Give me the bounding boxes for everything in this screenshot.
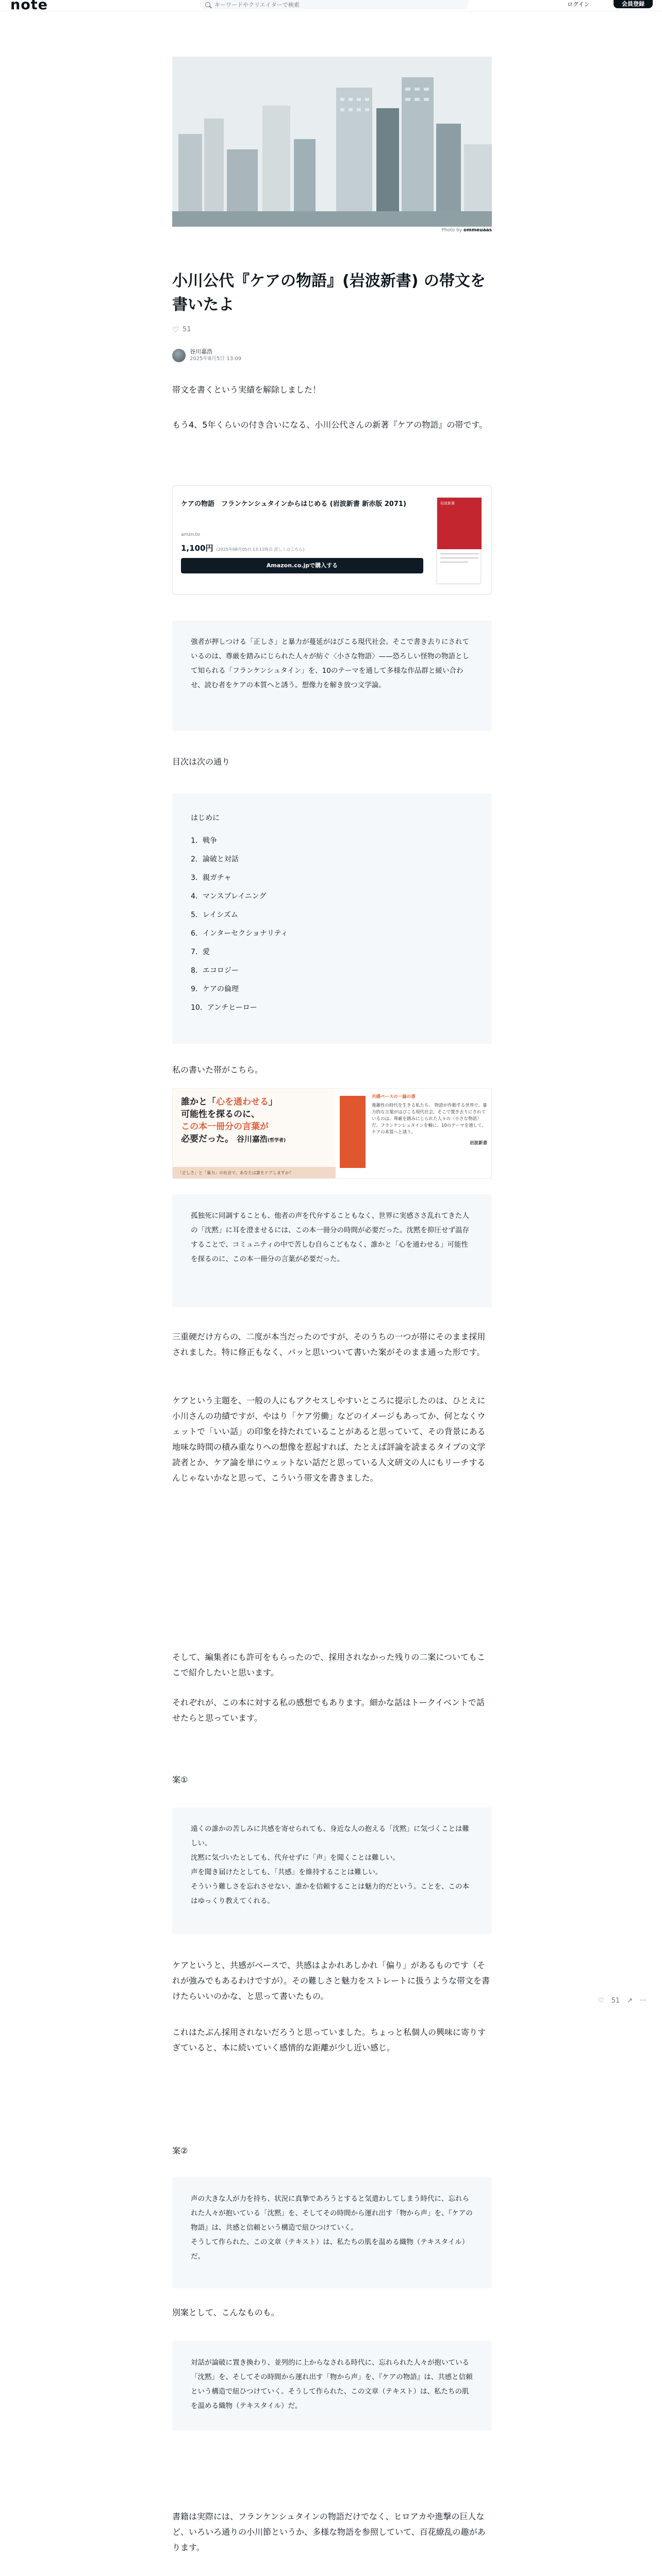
draft2-quote [172, 2177, 492, 2289]
author-avatar[interactable] [172, 349, 186, 362]
paragraph: 書籍は実際には、フランケンシュタインの物語だけでなく、ヒロアカや進撃の巨人など、いろいろ通りの小川節というか、多様な物語を参照していて、百花繚乱の趣があります。 [172, 2512, 486, 2552]
credit-prefix: Photo by [441, 228, 462, 233]
signup-button[interactable]: 会員登録 [614, 0, 653, 8]
embed-price: 1,100円 [181, 544, 213, 553]
obi-line: 」 [269, 1097, 277, 1107]
author-name[interactable]: 谷川嘉浩 [190, 348, 212, 355]
quote-line: 沈黙に気づいたとしても、代弁せずに「声」を聞くことは難しい。 [191, 1854, 400, 1862]
paragraph: そして、編集者にも許可をもらったので、採用されなかった残りの二案についてもここで紹介したいと思います。 [172, 1652, 486, 1677]
toc-item: 10．アンチヒーロー [191, 1004, 257, 1012]
quote-line: 声を聞き届けたとしても、「共感」を維持することは難しい。 [191, 1868, 383, 1876]
toc-item: 9．ケアの倫理 [191, 985, 239, 993]
embed-seller: amzn.to [181, 532, 200, 537]
quote-text: 孤独死に同調することも、他者の声を代弁することもなく、世界に実感ささ乱れてきた人の「沈黙」に耳を澄ませるには、この本一冊分の時間が必要だった。沈黙を抑圧せず温存することで、コミュニティの中で苦しむ自らこどもなく、誰かと「心を通わせる」可能性を探るのに、この本一冊分の言葉が必要だった。 [191, 1212, 469, 1263]
quote-line: そういう難しさを忘れさせない、誰かを信頼することは魅力的だという。ことを、この本はゆっくり教えてくれる。 [191, 1883, 469, 1905]
toc-item: 7．愛 [191, 948, 210, 956]
embed-title[interactable]: ケアの物語 フランケンシュタインからはじめる (岩波新書 新赤版 2071) [181, 500, 406, 508]
obi-right-text: 複雑性の時代を生きる私たち。 物語が作動する世界で、暴力的な言葉がはびこる現代社会。そこで置き去りにされているのは、尊厳を踏みにじられた人々の〈小さな物語〉だ。フランケンシュタインを軸に、10のテーマを通して、ケアの本質へと誘う。 [372, 1103, 487, 1135]
paragraph: ケアというと、共感がベースで、共感はよかれあしかれ「偏り」があるものです（それが強みでもあるわけですが）。その難しさと魅力をストレートに扱うような帯文を書けたらいいのかな、と思って書いたもの。 [172, 1960, 490, 2001]
obi-right [372, 1094, 487, 1147]
like-count-top[interactable] [172, 326, 191, 333]
obi-sign-note: (哲学者) [267, 1138, 286, 1143]
quote-text: 対話が論破に置き換わり、並列的に上からなされる時代に、忘れられた人々が抱いている「沈黙」を、そしてその時間から運れ出す「物から声」を、『ケアの物語』は、共感と信頼という構造で紐ひつけていく。そうして作られた、この文章（テキスト）は、私たちの肌を温める織物（テキスタイル）だ。 [191, 2359, 473, 2410]
cover-line [440, 562, 468, 563]
obi-copy [181, 1096, 286, 1147]
toc-item: 5．レイシズム [191, 911, 238, 919]
book-description-quote [172, 620, 492, 731]
quote-line: 声の大きな人が力を持ち、状況に真摯であろうとすると気遣わしてしまう時代に、忘れられた人々が抱いている「沈黙」を、そしてその時間から運れ出す「物から声」を、『ケアの物語』は、共感と信頼という構造で紐ひつけていく。 [191, 2195, 473, 2232]
like-count: 51 [183, 326, 191, 333]
author-byline[interactable] [172, 348, 241, 362]
obi-foot: 「正しさ」と「暴力」の社会で、あなたは誰をケアしますか？ [173, 1167, 336, 1179]
draft3-quote [172, 2341, 492, 2431]
obi-brand: 岩波新書 [469, 1141, 487, 1146]
floating-like-count: 51 [611, 1997, 620, 2005]
table-of-contents [172, 793, 492, 1044]
search-icon [205, 2, 210, 7]
paragraph: これはたぶん採用されないだろうと思っていました。ちょっと私個人の興味に寄りすぎていると、本に続いていく感情的な距離が少し近い感じ。 [172, 2027, 486, 2053]
cover-badge: 岩波新書 [440, 501, 455, 505]
floating-actions [598, 1997, 647, 2005]
paragraph: それぞれが、この本に対する私の感想でもあります。細かな話はトークイベントで話せたらと思っています。 [172, 1698, 485, 1723]
hero-image [172, 57, 492, 227]
publish-date: 2025年8月5日 13:09 [190, 356, 242, 362]
search-input[interactable] [214, 2, 452, 8]
obi-line: 可能性を探るのに、 [181, 1109, 260, 1120]
floating-more-icon[interactable]: ··· [640, 1997, 647, 2005]
obi-right-head: 共感ベースの一論の書 [372, 1094, 416, 1099]
quote-line: 遠くの誰かの苦しみに共感を寄せられても、身近な人の抱える「沈黙」に気づくことは難しい。 [191, 1825, 469, 1848]
obi-line: 誰かと「 [181, 1097, 216, 1107]
toc-item: 8．エコロジー [191, 967, 239, 975]
photo-credit [172, 228, 492, 233]
paragraph: ケアという主題を、一般の人にもアクセスしやすいところに提示したのは、ひとえに小川さんの功績ですが、やはり「ケア労働」などのイメージもあってか、何となくウェットで「いい話」の印象を持たれていることがあると思っていて、その背景にある地味な時間の積み重なりへの想像を惹起すれば、たとえば評論を読まるタイプの文学読者とか、ケア論を単にウェットない話だと思っている人文研文の人にもリーチするんじゃないかなと思って、こういう帯文を書きました。 [172, 1396, 486, 1483]
toc-item: 1．戦争 [191, 837, 217, 845]
embed-price-row [181, 543, 305, 553]
amazon-buy-button[interactable]: Amazon.co.jpで購入する [181, 558, 423, 573]
obi-line-accent: 心を通わせる [216, 1097, 269, 1107]
paragraph: もう4、5年くらいの付き合いになる、小川公代さんの新著『ケアの物語』の帯です。 [172, 420, 488, 430]
obi-image [172, 1088, 492, 1179]
city-skyline-illustration [172, 57, 492, 227]
toc-head: はじめに [191, 814, 220, 822]
quote-text: 強者が押しつける「正しさ」と暴力が蔓延がはびこる現代社会。そこで書き去りにされているのは、尊厳を踏みにじられた人々が紡ぐ〈小さな物語〉——恐ろしい怪物の物語として知られる「フランケンシュタイン」を、10のテーマを通して多様な作品群と緩い合わせ、読む者をケアの本質へと誘う。想像力を解き放つ文学論。 [191, 638, 469, 689]
note-logo[interactable]: note [10, 0, 48, 13]
login-link[interactable]: ログイン [567, 1, 590, 8]
search-bar[interactable] [200, 0, 468, 9]
obi-line-accent: この本一冊分の言葉が [181, 1122, 269, 1132]
cover-line [440, 557, 478, 558]
obi-line: 必要だった。 [181, 1134, 234, 1144]
embed-price-note[interactable]: (2025年08月05日 13:11時点 詳しくはこちら) [216, 547, 305, 552]
article-title: 小川公代『ケアの物語』(岩波新書) の帯文を書いたよ [172, 272, 486, 314]
toc-intro: 目次は次の通り [172, 757, 230, 767]
obi-intro: 私の書いた帯がこちら。 [172, 1065, 263, 1075]
cover-line [440, 553, 478, 554]
draft-label: 案① [172, 1775, 188, 1785]
draft1-quote [172, 1807, 492, 1934]
obi-left [173, 1089, 336, 1179]
obi-full-text-quote [172, 1194, 492, 1308]
amazon-embed[interactable] [172, 485, 492, 595]
draft-label: 案② [172, 2146, 188, 2156]
book-cover[interactable] [437, 497, 481, 584]
site-header [0, 0, 662, 11]
obi-sign: 谷川嘉浩 [236, 1134, 268, 1144]
heart-icon [172, 326, 179, 333]
credit-name[interactable]: ommeuaas [464, 228, 492, 233]
toc-item: 3．親ガチャ [191, 874, 231, 882]
floating-share-icon[interactable]: ↗ [627, 1997, 633, 2005]
toc-item: 6．インターセクショナリティ [191, 929, 288, 938]
toc-item: 2．論破と対話 [191, 855, 239, 863]
floating-heart-icon[interactable]: ♡ [598, 1997, 604, 2005]
paragraph: 帯文を書くという実績を解除しました！ [172, 385, 321, 395]
toc-item: 4．マンスプレイニング [191, 892, 267, 901]
paragraph: 三重硬だけ方らの、二度が本当だったのですが、そのうちの一つが帯にそのまま採用されました。特に修正もなく、パッと思いついて書いた案がそのまま通った形です。 [172, 1332, 486, 1357]
quote-line: そうして作られた、この文章（テキスト）は、私たちの肌を温める織物（テキスタイル）だ。 [191, 2238, 469, 2261]
obi-spine [340, 1096, 366, 1168]
paragraph: 別案として、こんなものも。 [172, 2308, 279, 2317]
